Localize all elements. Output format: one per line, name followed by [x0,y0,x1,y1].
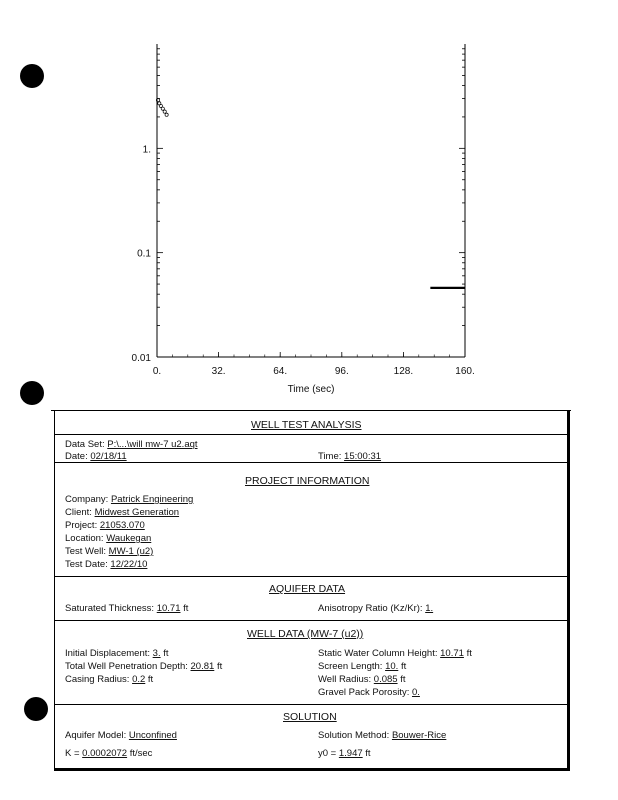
static-water-line [318,648,472,659]
data-point [163,110,166,113]
gravel-pack-label: Gravel Pack Porosity: [318,687,410,698]
x-tick-label: 96. [334,366,349,377]
casing-radius-label: Casing Radius: [65,674,130,685]
initial-displacement-unit: ft [163,648,169,659]
k-unit: ft/sec [129,748,153,759]
y-tick-label: 0.01 [131,353,151,364]
date-line [65,451,127,462]
time-value: 15:00:31 [344,451,382,462]
company-label: Company: [65,494,109,505]
time-line [318,451,381,462]
x-tick-label: 128. [393,366,414,377]
y0-unit: ft [365,748,371,759]
well-test-analysis-title: WELL TEST ANALYSIS [251,419,362,431]
y0-label: y0 = [318,748,337,759]
casing-radius-unit: ft [147,674,154,685]
date-label: Date: [65,451,88,462]
saturated-thickness-value: 10.71 [156,603,181,614]
saturated-thickness-label: Saturated Thickness: [65,603,155,614]
k-value: 0.0002072 [82,748,128,759]
screen-length-unit: ft [400,661,407,672]
rule-4 [55,620,567,621]
test-well-line [65,546,153,557]
location-value: Waukegan [106,533,152,544]
saturated-thickness-unit: ft [183,603,189,614]
casing-radius-line [65,674,153,685]
aquifer-model-value: Unconfined [128,730,177,741]
initial-displacement-line [65,648,169,659]
anisotropy-value: 1. [425,603,434,614]
casing-radius-value: 0.2 [132,674,146,685]
client-value: Midwest Generation [94,507,180,518]
well-radius-value: 0.085 [373,674,398,685]
time-label: Time: [318,451,342,462]
well-radius-line [318,674,406,685]
gravel-pack-line [318,687,420,698]
rule-2 [55,462,567,463]
penetration-unit: ft [216,661,223,672]
solution-method-label: Solution Method: [318,730,390,741]
data-set-line [65,439,198,450]
anisotropy-line [318,603,433,614]
data-point [165,113,168,116]
well-data-title: WELL DATA (MW-7 (u2)) [247,628,364,640]
well-radius-unit: ft [400,674,406,685]
aquifer-model-label: Aquifer Model: [65,730,127,741]
x-tick-label: 32. [211,366,226,377]
y0-value: 1.947 [338,748,363,759]
x-tick-label: 0. [152,366,162,377]
solution-method-value: Bouwer-Rice [391,730,447,741]
y0-line [318,748,371,759]
client-line [65,507,179,518]
initial-displacement-label: Initial Displacement: [65,648,151,659]
aquifer-data-title: AQUIFER DATA [269,583,346,595]
plot-frame [157,44,465,357]
k-line [65,748,152,759]
screen-length-line [318,661,406,672]
plot-ticks [132,49,475,377]
saturated-thickness-line [65,603,188,614]
company-value: Patrick Engineering [110,494,194,505]
penetration-line [65,661,222,672]
test-date-line [65,559,147,570]
test-date-label: Test Date: [65,559,108,570]
screen-length-label: Screen Length: [318,661,383,672]
static-water-unit: ft [466,648,472,659]
rule-1 [55,434,567,435]
solution-method-line [318,730,446,741]
static-water-value: 10.71 [440,648,464,659]
initial-displacement-value: 3. [152,648,161,659]
project-line [65,520,145,531]
date-value: 02/18/11 [90,451,127,462]
x-tick-label: 64. [273,366,288,377]
client-label: Client: [65,507,92,518]
y-tick-label: 1. [142,144,151,156]
rule-5 [55,704,567,705]
static-water-label: Static Water Column Height: [318,648,438,659]
penetration-label: Total Well Penetration Depth: [65,661,188,672]
report-box [54,410,570,771]
data-set-label: Data Set: [65,439,105,450]
anisotropy-label: Anisotropy Ratio (Kz/Kr): [318,603,423,614]
gravel-pack-value: 0. [411,687,420,698]
company-line [65,494,193,505]
project-value: 21053.070 [99,520,145,531]
penetration-value: 20.81 [190,661,215,672]
location-label: Location: [65,533,104,544]
location-line [65,533,151,544]
data-set-value: P:\...\will mw-7 u2.aqt [107,439,198,450]
rule-3 [55,576,567,577]
solution-title: SOLUTION [283,711,337,723]
x-axis-label: Time (sec) [287,384,335,395]
project-label: Project: [65,520,98,531]
test-well-label: Test Well: [65,546,107,557]
plot-points [156,98,168,116]
y-tick-label: 0.1 [137,248,151,260]
aquifer-model-line [65,730,177,741]
screen-length-value: 10. [385,661,399,672]
punch-hole-bottom [24,697,48,721]
test-well-value: MW-1 (u2) [108,546,154,557]
k-label: K = [65,748,80,759]
x-tick-label: 160. [455,366,475,377]
test-date-value: 12/22/10 [110,559,148,570]
top-rule [51,410,571,411]
data-point [161,107,164,110]
well-radius-label: Well Radius: [318,674,372,685]
project-information-title: PROJECT INFORMATION [245,475,370,487]
